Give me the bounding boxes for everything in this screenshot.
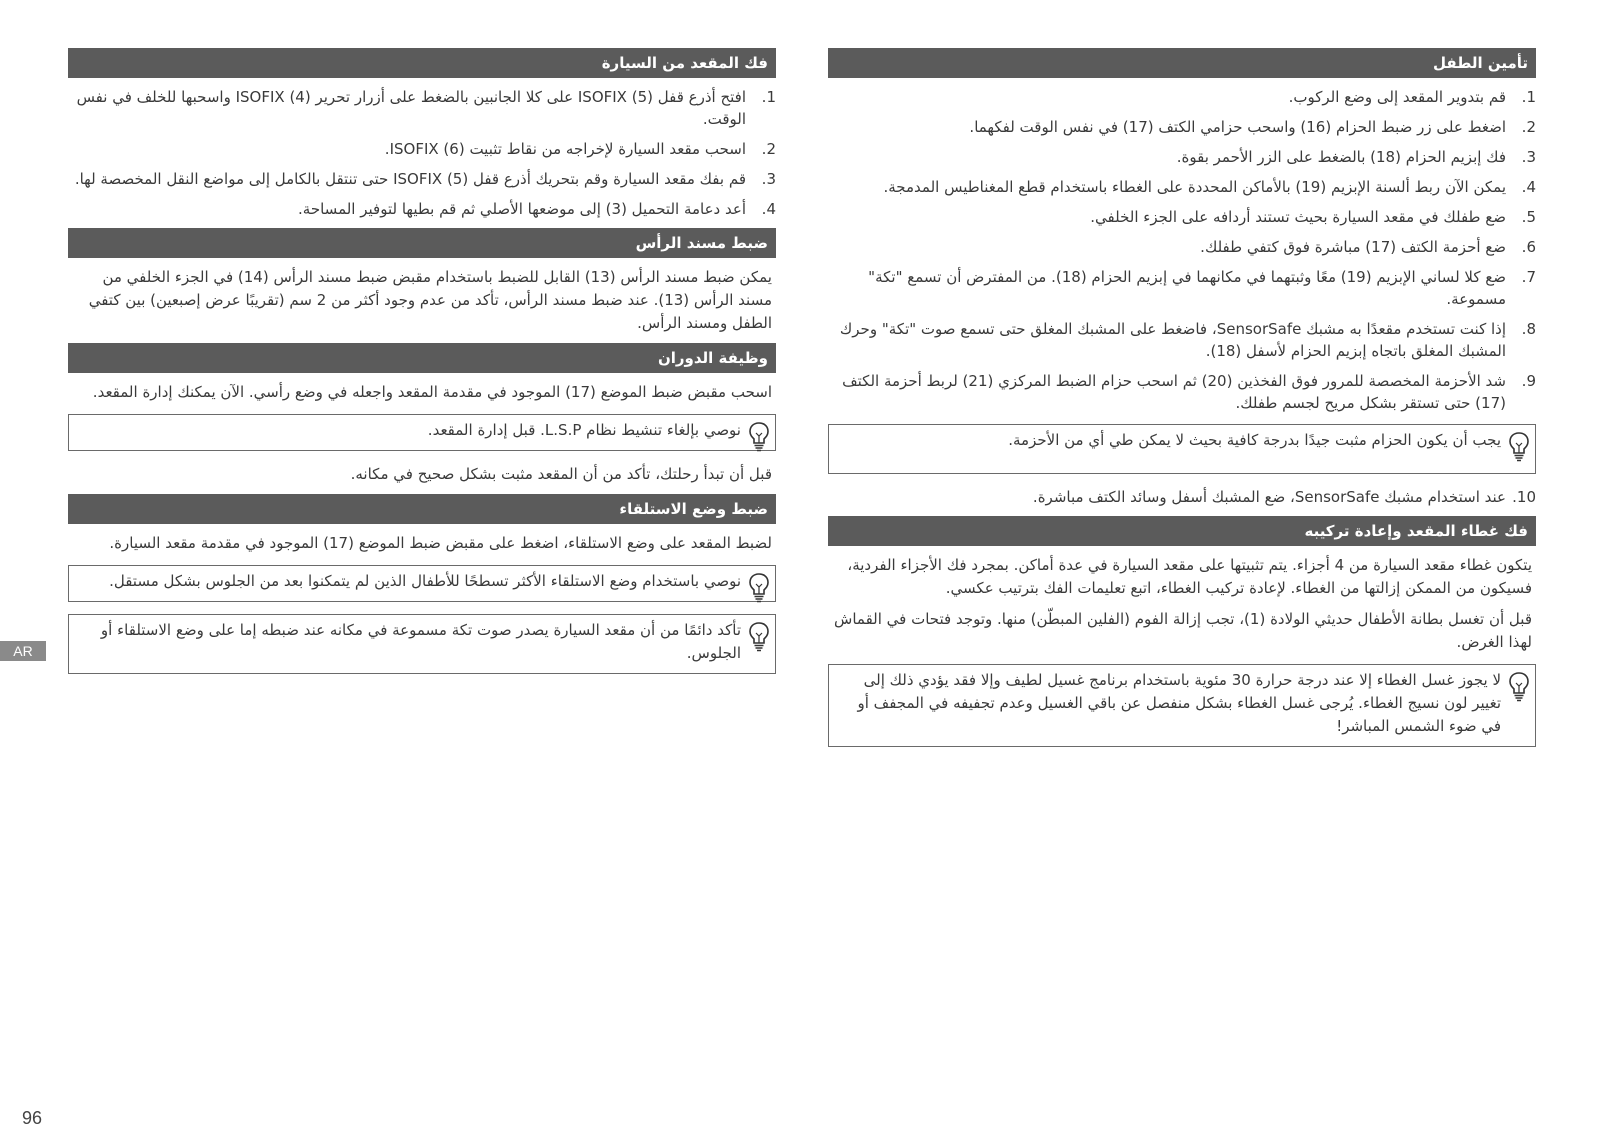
list-item: [828, 370, 1536, 414]
step-text: فك إبزيم الحزام (18) بالضغط على الزر الأحمر بقوة.: [1176, 148, 1506, 166]
step-number: 9 .: [1510, 370, 1536, 392]
remove-seat-steps: [68, 86, 776, 220]
step-text: قم بفك مقعد السيارة وقم بتحريك أذرع قفل ISOFIX (5) حتى تنتقل بالكامل إلى مواضع النقل المخصصة لها.: [74, 170, 746, 188]
step-number: 1 .: [750, 86, 776, 108]
cover-text-2: قبل أن تغسل بطانة الأطفال حديثي الولادة (1)، تجب إزالة الفوم (الفلين المبطّن) منها. وتوجد فتحات في القماش لهذا الغرض.: [834, 610, 1532, 651]
page-number: 96: [22, 1108, 43, 1128]
left-column: [68, 48, 776, 686]
recline-text: لضبط المقعد على وضع الاستلقاء، اضغط على مقبض ضبط الموضع (17) الموجود في مقدمة مقعد السيارة.: [109, 534, 772, 552]
step-text: أعد دعامة التحميل (3) إلى موضعها الأصلي ثم قم بطيها لتوفير المساحة.: [298, 200, 746, 218]
secure-child-steps: [828, 86, 1536, 414]
list-item: [828, 236, 1536, 258]
step-text: افتح أذرع قفل ISOFIX (5) على كلا الجانبين بالضغط على أزرار تحرير ISOFIX (4) واسحبها للخلف في نفس الوقت.: [76, 88, 746, 128]
tip-box-recline-1: [68, 565, 776, 602]
list-item: [828, 206, 1536, 228]
section-header-recline: ضبط وضع الاستلقاء: [68, 494, 776, 524]
section-header-secure-child: تأمين الطفل: [828, 48, 1536, 78]
tip-text: تأكد دائمًا من أن مقعد السيارة يصدر صوت تكة مسموعة في مكانه عند ضبطه إما على وضع الاستلقاء أو الجلوس.: [100, 621, 741, 662]
step-number: 5 .: [1510, 206, 1536, 228]
language-tab: AR: [0, 641, 46, 661]
list-item: [68, 168, 776, 190]
step-number: 2 .: [750, 138, 776, 160]
step-number: 7 .: [1510, 266, 1536, 288]
tip-box-harness: [828, 424, 1536, 474]
lightbulb-icon: [1507, 431, 1531, 463]
list-item: [828, 86, 1536, 108]
step-text: إذا كنت تستخدم مقعدًا به مشبك SensorSafe، فاضغط على المشبك المغلق حتى تسمع صوت "تكة" وحرك المشبك المغلق باتجاه إبزيم الحزام لأسفل (18).: [839, 320, 1506, 360]
list-item: [68, 138, 776, 160]
list-item: [828, 266, 1536, 310]
step-text: ضع كلا لساني الإبزيم (19) معًا وثبتهما في مكانهما في إبزيم الحزام (18). من المفترض أن تسمع "تكة" مسموعة.: [868, 268, 1506, 308]
lightbulb-icon: [747, 421, 771, 453]
step-number: 3 .: [750, 168, 776, 190]
step-number: 2 .: [1510, 116, 1536, 138]
secure-child-steps-continued: [828, 486, 1536, 508]
tip-box-recline-2: [68, 614, 776, 674]
step-text: اضغط على زر ضبط الحزام (16) واسحب حزامي الكتف (17) في نفس الوقت لفكهما.: [969, 118, 1506, 136]
lightbulb-icon: [747, 621, 771, 653]
step-number: 6 .: [1510, 236, 1536, 258]
list-item: [828, 318, 1536, 362]
tip-text: نوصي بإلغاء تنشيط نظام L.S.P. قبل إدارة المقعد.: [427, 421, 741, 439]
step-text: اسحب مقعد السيارة لإخراجه من نقاط تثبيت ISOFIX (6).: [384, 140, 746, 158]
step-text: قم بتدوير المقعد إلى وضع الركوب.: [1288, 88, 1506, 106]
step-number: 4 .: [1510, 176, 1536, 198]
lightbulb-icon: [747, 572, 771, 604]
step-number: 4 .: [750, 198, 776, 220]
step-number: 8 .: [1510, 318, 1536, 340]
list-item: [828, 146, 1536, 168]
step-number: 1 .: [1510, 86, 1536, 108]
tip-text: يجب أن يكون الحزام مثبت جيدًا بدرجة كافية بحيث لا يمكن طي أي من الأحزمة.: [1008, 431, 1501, 449]
section-header-headrest: ضبط مسند الرأس: [68, 228, 776, 258]
list-item: [68, 198, 776, 220]
list-item: [828, 486, 1536, 508]
step-number: 3 .: [1510, 146, 1536, 168]
tip-box-rotation: [68, 414, 776, 451]
step-text: ضع طفلك في مقعد السيارة بحيث تستند أردافه على الجزء الخلفي.: [1090, 208, 1506, 226]
tip-text: لا يجوز غسل الغطاء إلا عند درجة حرارة 30 مئوية باستخدام برنامج غسيل لطيف وإلا فقد يؤدي ذلك إلى تغيير لون نسيج الغطاء. يُرجى غسل الغطاء بشكل منفصل عن باقي الغسيل وعدم تجفيفه في المجفف أو في ضوء الشمس المباشر!: [857, 671, 1501, 735]
rotation-text: اسحب مقبض ضبط الموضع (17) الموجود في مقدمة المقعد واجعله في وضع رأسي. الآن يمكنك إدارة المقعد.: [92, 383, 772, 401]
right-column: [828, 48, 1536, 759]
step-text: عند استخدام مشبك SensorSafe، ضع المشبك أسفل وسائد الكتف مباشرة.: [1032, 488, 1506, 506]
section-header-rotation: وظيفة الدوران: [68, 343, 776, 373]
tip-box-cover: [828, 664, 1536, 747]
list-item: [828, 176, 1536, 198]
step-text: شد الأحزمة المخصصة للمرور فوق الفخذين (20) ثم اسحب حزام الضبط المركزي (21) لربط أحزمة الكتف (17) حتى تستقر بشكل مريح لجسم طفلك.: [842, 372, 1506, 412]
cover-text-1: يتكون غطاء مقعد السيارة من 4 أجزاء. يتم تثبيتها على مقعد السيارة في عدة أماكن. بمجرد فك الأجزاء الفردية، فسيكون من الممكن إزالتها من الغطاء. لإعادة تركيب الغطاء، اتبع تعليمات الفك بترتيب عكسي.: [847, 556, 1532, 597]
section-header-cover: فك غطاء المقعد وإعادة تركيبه: [828, 516, 1536, 546]
lightbulb-icon: [1507, 671, 1531, 703]
list-item: [68, 86, 776, 130]
headrest-text: يمكن ضبط مسند الرأس (13) القابل للضبط باستخدام مقبض ضبط مسند الرأس (14) في الجزء الخلفي من مسند الرأس (13). عند ضبط مسند الرأس، تأكد من عدم وجود أكثر من 2 سم (تقريبًا عرض إصبعين) بين كتفي الطفل ومسند الرأس.: [88, 268, 772, 332]
step-text: يمكن الآن ربط ألسنة الإبزيم (19) بالأماكن المحددة على الغطاء باستخدام قطع المغناطيس المدمجة.: [883, 178, 1506, 196]
step-number: 10 .: [1510, 486, 1536, 508]
section-header-remove-seat: فك المقعد من السيارة: [68, 48, 776, 78]
step-text: ضع أحزمة الكتف (17) مباشرة فوق كتفي طفلك.: [1200, 238, 1506, 256]
list-item: [828, 116, 1536, 138]
rotation-after-text: قبل أن تبدأ رحلتك، تأكد من أن المقعد مثبت بشكل صحيح في مكانه.: [350, 465, 772, 483]
tip-text: نوصي باستخدام وضع الاستلقاء الأكثر تسطحًا للأطفال الذين لم يتمكنوا بعد من الجلوس بشكل مستقل.: [109, 572, 741, 590]
